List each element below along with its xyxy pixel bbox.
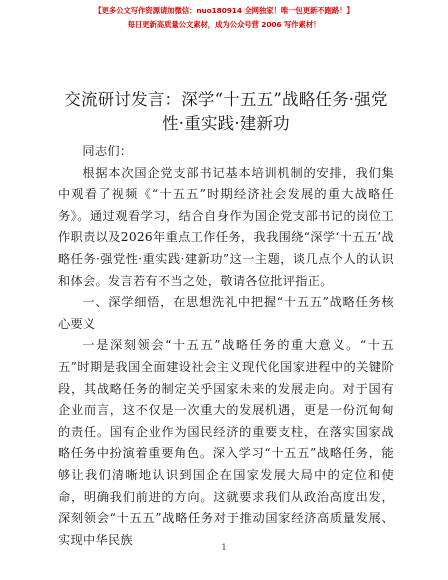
paragraph-intro: 根据本次国企党支部书记基本培训机制的安排，我们集中观看了视频《“十五五”时期经济社会发展的重大战略任务》。通过观看学习，结合自身作为国企党支部书记的岗位工作职责以及2026年重点工作任务，我我围绕“深学‘十五五’战略任务·强党性·重实践·建新功”这一主题，谈几点个人的认识和体会。发言若有不当之处，敬请各位批评指正。 bbox=[58, 165, 394, 288]
banner-line-1: 【更多公文写作资源请加微信：nuo180914 全网独家！唯一包更新不跑路！】 bbox=[94, 6, 354, 15]
document-body bbox=[58, 141, 394, 551]
section-heading-1: 一、深学细悟，在思想洗礼中把握“十五五”战略任务核心要义 bbox=[58, 295, 394, 331]
paragraph-point-1: 一是深刻领会“十五五”战略任务的重大意义。“十五五”时期是我国全面建设社会主义现代化国家进程中的关键阶段，其战略任务的制定关乎国家未来的发展走向。对于国有企业而言，这不仅是一次重大的发展机遇，更是一份沉甸甸的责任。国有企业作为国民经济的重要支柱，在落实国家战略任务中扮演着重要角色。深入学习“十五五”战略任务，能够让我们清晰地认识到国企在国家发展大局中的定位和使命，明确我们前进的方向。这就要求我们从政治高度出发，深刻领会“十五五”战略任务对于推动国家经济高质量发展、实现中华民族 bbox=[58, 338, 394, 547]
document-title: 交流研讨发言：深学“十五五”战略任务·强党性·重实践·建新功 bbox=[64, 90, 388, 133]
banner-line-2: 每日更新高质量公文素材，成为公众号营 2006 写作素材！ bbox=[127, 20, 321, 29]
promo-banner bbox=[0, 6, 448, 30]
page-number: 1 bbox=[221, 543, 227, 552]
greeting: 同志们： bbox=[82, 144, 133, 158]
